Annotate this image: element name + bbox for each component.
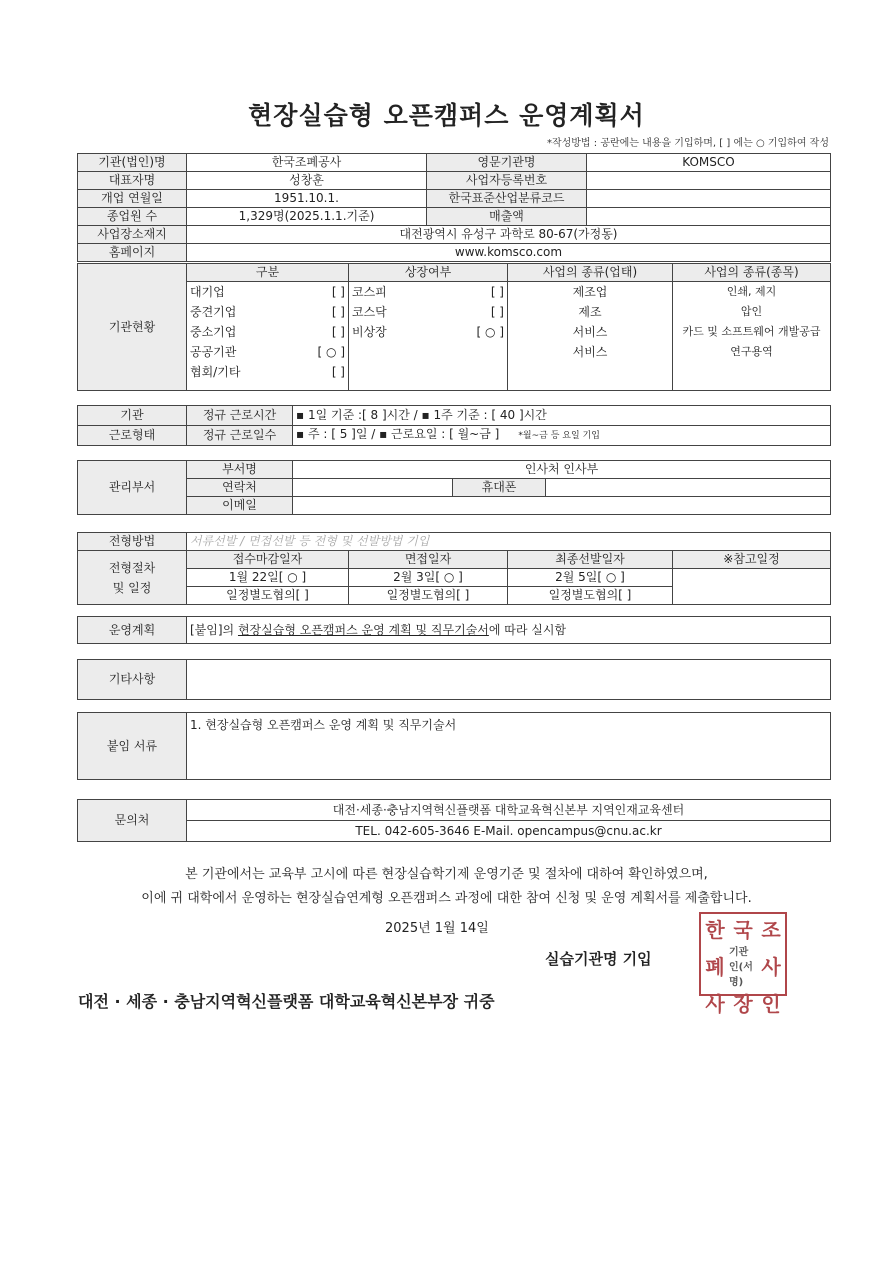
schedule-label: [78, 551, 187, 605]
etc-value: [187, 660, 831, 700]
statement-line-2: 이에 귀 대학에서 운영하는 현장실습연계형 오픈캠퍼스 과정에 대한 참여 신청 및 운영 계획서를 제출합니다.: [141, 891, 752, 906]
open-date-label: 개업 연월일: [78, 190, 187, 208]
list-item: 중소기업 [ ]: [190, 325, 345, 339]
list-item: 코스피 [ ]: [352, 285, 504, 299]
contact-line-2: TEL. 042-605-3646 E-Mail. opencampus@cnu.ac.kr: [187, 821, 831, 842]
list-item: 중견기업 [ ]: [190, 305, 345, 319]
dept-name-label: 부서명: [187, 461, 293, 479]
etc-label: 기타사항: [78, 660, 187, 700]
plan-label: 운영계획: [78, 617, 187, 644]
employees: 1,329명(2025.1.1.기준): [187, 208, 427, 226]
days-note: *월~금 등 요일 기입: [518, 431, 600, 441]
document-title: 현장실습형 오픈캠퍼스 운영계획서: [248, 101, 645, 130]
ceo-label: 대표자명: [78, 172, 187, 190]
list-item: 서비스: [572, 325, 608, 339]
items-header: 사업의 종류(종목): [673, 264, 831, 282]
listing-header: 상장여부: [349, 264, 508, 282]
hours-value: ▪ 1일 기준 :[ 8 ]시간 / ▪ 1주 기준 : [ 40 ]시간: [293, 406, 831, 426]
submit-date: 2025년 1월 14일: [385, 921, 489, 936]
business-list: [508, 282, 673, 391]
selection-table: [77, 532, 831, 605]
org-status-label: 기관현황: [78, 264, 187, 391]
list-item: 연구용역: [730, 345, 773, 358]
plan-value: [187, 617, 831, 644]
ceo-name: 성창훈: [187, 172, 427, 190]
attach-value: 1. 현장실습형 오픈캠퍼스 운영 계획 및 직무기술서: [187, 713, 831, 780]
hours-label: 정규 근로시간: [187, 406, 293, 426]
plan-pre: [붙임]의: [190, 622, 238, 637]
final-date: 2월 5일[ ○ ]: [508, 569, 673, 587]
employees-label: 종업원 수: [78, 208, 187, 226]
deadline-date: 1월 22일[ ○ ]: [187, 569, 349, 587]
bizno-value: [587, 172, 831, 190]
eng-name: KOMSCO: [587, 154, 831, 172]
list-item: 코스닥 [ ]: [352, 305, 504, 319]
org-name-label: 기관(법인)명: [78, 154, 187, 172]
homepage-label: 홈페이지: [78, 244, 187, 262]
official-seal: [699, 912, 787, 1016]
dept-table: [77, 460, 831, 515]
business-header: 사업의 종류(업태): [508, 264, 673, 282]
ksic-value: [587, 190, 831, 208]
ref-schedule: [673, 569, 831, 605]
listing-list: [349, 282, 508, 391]
contact-label: 연락처: [187, 479, 293, 497]
type-header: 구분: [187, 264, 349, 282]
seal-char: 조: [761, 918, 781, 942]
contact-line-1: 대전·세종·충남지역혁신플랫폼 대학교육혁신본부 지역인재교육센터: [187, 800, 831, 821]
sales-value: [587, 208, 831, 226]
homepage: www.komsco.com: [187, 244, 831, 262]
method-value: 서류선발 / 면접선발 등 전형 및 선발방법 기입: [187, 533, 831, 551]
sales-label: 매출액: [427, 208, 587, 226]
email-value: [293, 497, 831, 515]
recipient-footer: 대전 · 세종 · 충남지역혁신플랫폼 대학교육혁신본부장 귀중: [78, 992, 495, 1011]
bizno-label: 사업자등록번호: [427, 172, 587, 190]
seal-char: 사: [705, 992, 725, 1016]
final-tbd: 일정별도협의[ ]: [508, 587, 673, 605]
items-list: [673, 282, 831, 391]
seal-char: 인: [761, 992, 781, 1016]
address-label: 사업장소재지: [78, 226, 187, 244]
etc-table: [77, 659, 831, 700]
days-label: 정규 근로일수: [187, 426, 293, 446]
org-status-table: [77, 263, 831, 391]
instruction-note: *작성방법 : 공란에는 내용을 기입하며, [ ] 에는 ○ 기입하여 작성: [546, 138, 829, 149]
seal-char: 장: [733, 992, 753, 1016]
eng-name-label: 영문기관명: [427, 154, 587, 172]
institution-name-prompt: 실습기관명 기입: [545, 950, 652, 968]
contact-value: [293, 479, 453, 497]
contact-info-label: 문의처: [78, 800, 187, 842]
basic-info-table: [77, 153, 831, 262]
schedule-label-1: 전형절차: [108, 560, 156, 575]
mobile-value: [546, 479, 831, 497]
seal-char: 사: [761, 955, 781, 979]
interview-date: 2월 3일[ ○ ]: [349, 569, 508, 587]
list-item: 인쇄, 제지: [726, 285, 777, 298]
seal-char: 국: [733, 918, 753, 942]
list-item: 공공기관 [ ○ ]: [190, 345, 345, 359]
ksic-label: 한국표준산업분류코드: [427, 190, 587, 208]
work-table: [77, 405, 831, 446]
plan-doc-ref: 현장실습형 오픈캠퍼스 운영 계획 및 직무기술서: [237, 622, 489, 637]
deadline-tbd: 일정별도협의[ ]: [187, 587, 349, 605]
list-item: 제조업: [572, 285, 608, 299]
mobile-label: 휴대폰: [453, 479, 546, 497]
interview-header: 면접일자: [349, 551, 508, 569]
final-header: 최종선발일자: [508, 551, 673, 569]
seal-char: 한: [705, 918, 725, 942]
work-label-1: 기관: [78, 406, 187, 426]
open-date: 1951.10.1.: [187, 190, 427, 208]
method-label: 전형방법: [78, 533, 187, 551]
list-item: 비상장 [ ○ ]: [352, 325, 504, 339]
address: 대전광역시 유성구 과학로 80-67(가정동): [187, 226, 831, 244]
list-item: 제조: [578, 305, 602, 319]
email-label: 이메일: [187, 497, 293, 515]
list-item: 카드 및 소프트웨어 개발공급: [682, 325, 821, 338]
interview-tbd: 일정별도협의[ ]: [349, 587, 508, 605]
dept-name: 인사처 인사부: [293, 461, 831, 479]
seal-char: 폐: [705, 955, 725, 979]
ref-header: ※참고일정: [673, 551, 831, 569]
contact-table: [77, 799, 831, 842]
statement-line-1: 본 기관에서는 교육부 고시에 따른 현장실습학기제 운영기준 및 절차에 대하여 확인하였으며,: [185, 867, 708, 882]
list-item: 압인: [740, 305, 763, 318]
list-item: 협회/기타 [ ]: [190, 365, 345, 379]
dept-label: 관리부서: [78, 461, 187, 515]
org-name: 한국조폐공사: [187, 154, 427, 172]
list-item: 대기업 [ ]: [190, 285, 345, 299]
plan-table: [77, 616, 831, 644]
type-list: [187, 282, 349, 391]
days-value: ▪ 주 : [ 5 ]일 / ▪ 근로요일 : [ 월~금 ]: [296, 427, 500, 441]
days-cell: [293, 426, 831, 446]
plan-post: 에 따라 실시함: [488, 622, 567, 637]
deadline-header: 접수마감일자: [187, 551, 349, 569]
seal-sign-text: 기관인(서명): [729, 947, 753, 988]
attach-label: 붙임 서류: [78, 713, 187, 780]
schedule-label-2: 및 일정: [112, 580, 152, 595]
work-label-2: 근로형태: [78, 426, 187, 446]
list-item: 서비스: [572, 345, 608, 359]
attach-table: [77, 712, 831, 780]
